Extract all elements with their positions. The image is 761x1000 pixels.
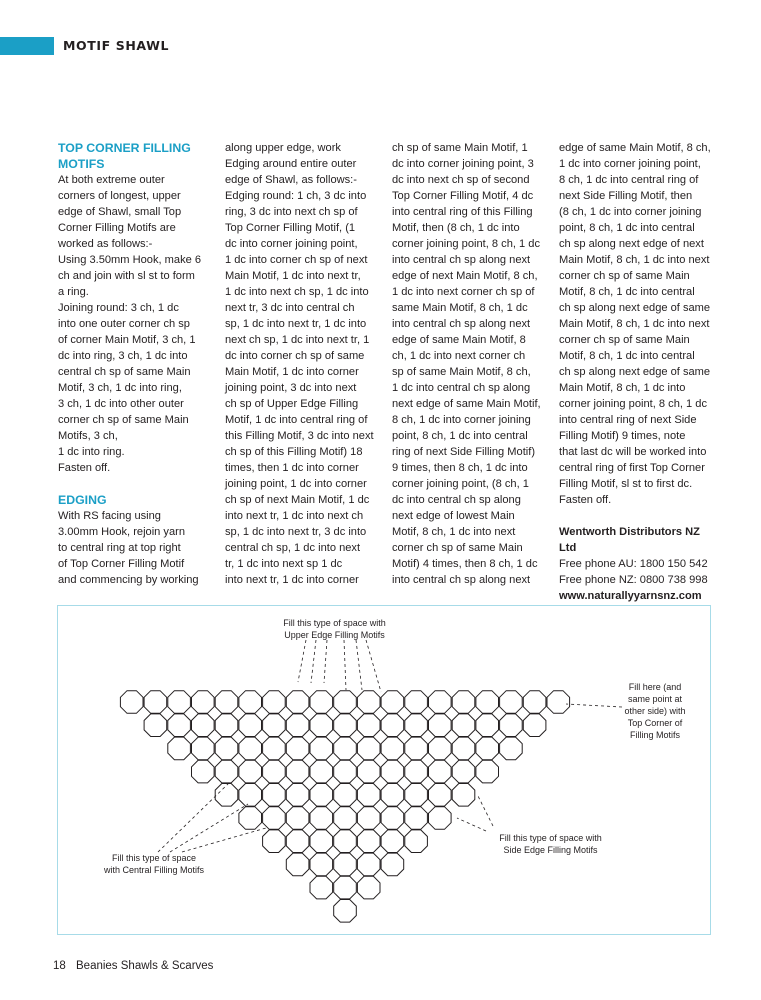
motif-octagon: [405, 737, 428, 760]
motif-octagon: [310, 807, 333, 830]
label-central-filling: Fill this type of space with Central Filling Motifs: [103, 853, 205, 875]
motif-octagon: [215, 784, 238, 807]
motif-octagon: [263, 807, 286, 830]
motif-octagon: [239, 807, 262, 830]
motif-octagon: [192, 737, 215, 760]
motif-octagon: [334, 784, 357, 807]
motif-octagon: [286, 737, 309, 760]
motif-octagon: [334, 876, 357, 899]
phone-nz: Free phone NZ: 0800 738 998: [559, 574, 708, 586]
motif-octagon: [286, 807, 309, 830]
motif-octagon: [523, 714, 546, 737]
motif-octagon: [310, 714, 333, 737]
motif-octagon: [334, 714, 357, 737]
motif-octagon: [144, 691, 167, 714]
motif-octagon: [500, 737, 523, 760]
motif-octagon: [263, 830, 286, 853]
pointer-line: [344, 640, 346, 690]
motif-octagon: [476, 737, 499, 760]
motif-octagon: [357, 737, 380, 760]
motif-octagon: [192, 714, 215, 737]
heading-edging: EDGING: [58, 493, 107, 507]
label-side-edge-filling: Fill this type of space with Side Edge Filling Motifs: [499, 833, 602, 855]
motif-octagon: [215, 691, 238, 714]
edging-instructions-continued-2: ch sp of same Main Motif, 1 dc into corner joining point, 3 dc into next ch sp of second Top Corner Filling Motif, 4 dc into central ring of this Filling Motif, then (8 ch, 1 dc into corner joining point, 8 ch, 1 dc into central ch sp along next edge of next Main Motif, 8 ch, 1 dc into next corner ch sp of same Main Motif, 8 ch, 1 dc into central ch sp along next edge of same Main Motif, 8 ch, 1 dc into next corner ch sp of same Main Motif, 8 ch, 1 dc into central ch sp along next edge of same Main Motif, 8 ch, 1 dc into corner joining point, 8 ch, 1 dc into central ring of next Side Filling Motif) 9 times, then 8 ch, 1 dc into corner joining point, (8 ch, 1 dc into central ch sp along next edge of lowest Main Motif, 8 ch, 1 dc into next corner ch sp of same Main Motif) 4 times, then 8 ch, 1 dc into central ch sp along next: [392, 142, 541, 586]
motif-octagon: [310, 853, 333, 876]
motif-octagon: [381, 714, 404, 737]
motif-octagon: [286, 691, 309, 714]
motif-octagon: [547, 691, 570, 714]
label-upper-edge-filling: Fill this type of space with Upper Edge Filling Motifs: [283, 618, 386, 640]
motif-octagon: [168, 691, 191, 714]
edging-instructions-start: With RS facing using 3.00mm Hook, rejoin yarn to central ring at top right of Top Corner Filling Motif and commencing by working: [58, 510, 199, 586]
distributor-name: Wentworth Distributors NZ Ltd: [559, 526, 700, 554]
motif-octagon: [429, 760, 452, 783]
motif-octagon: [357, 784, 380, 807]
motif-octagon: [452, 714, 475, 737]
pointer-line: [478, 796, 493, 826]
motif-octagon: [381, 830, 404, 853]
motif-octagon: [334, 900, 357, 923]
edging-instructions-continued: along upper edge, work Edging around entire outer edge of Shawl, as follows:- Edging round: 1 ch, 3 dc into ring, 3 dc into next ch sp of Top Corner Filling Motif, (1 dc into corner joining point, 1 dc into corner ch sp of next Main Motif, 1 dc into next tr, 1 dc into next ch sp, 1 dc into next tr, 3 dc into central ch sp, 1 dc into next tr, 1 dc into next ch sp, 1 dc into next tr, 1 dc into corner ch sp of same Main Motif, 1 dc into corner joining point, 3 dc into next ch sp of Upper Edge Filling Motif, 1 dc into central ring of this Filling Motif, 3 dc into next ch sp of this Filling Motif) 18 times, then 1 dc into corner joining point, 1 dc into corner ch sp of next Main Motif, 1 dc into next tr, 1 dc into next ch sp, 1 dc into next tr, 3 dc into central ch sp, 1 dc into next tr, 1 dc into next sp 1 dc into next tr, 1 dc into corner: [225, 142, 374, 586]
motif-octagon: [120, 691, 143, 714]
motif-octagon: [286, 784, 309, 807]
motif-octagon: [310, 737, 333, 760]
page-number: 18: [53, 960, 66, 972]
motif-octagon: [263, 784, 286, 807]
motif-octagon: [239, 737, 262, 760]
motif-octagon: [429, 784, 452, 807]
motif-octagon: [215, 737, 238, 760]
motif-octagon: [286, 760, 309, 783]
pointer-line: [170, 804, 248, 852]
motif-octagon: [310, 760, 333, 783]
motif-octagon: [192, 691, 215, 714]
motif-octagon: [310, 691, 333, 714]
top-corner-instructions: At both extreme outer corners of longest, upper edge of Shawl, small Top Corner Filling Motifs are worked as follows:- Using 3.50mm Hook, make 6 ch and join with sl st to form a ring. Joining round: 3 ch, 1 dc into one outer corner ch sp of corner Main Motif, 3 ch, 1 dc into ring, 3 ch, 1 dc into central ch sp of same Main Motif, 3 ch, 1 dc into ring, 3 ch, 1 dc into other outer corner ch sp of same Main Motifs, 3 ch, 1 dc into ring. Fasten off.: [58, 174, 202, 474]
motif-octagon: [405, 830, 428, 853]
motif-octagon: [452, 760, 475, 783]
motif-octagon: [144, 714, 167, 737]
edging-instructions-end: edge of same Main Motif, 8 ch, 1 dc into corner joining point, 8 ch, 1 dc into central ring of next Side Filling Motif, then (8 ch, 1 dc into corner joining point, 8 ch, 1 dc into central ch sp along next edge of next Main Motif, 8 ch, 1 dc into next corner ch sp of same Main Motif, 8 ch, 1 dc into central ch sp along next edge of same Main Motif, 8 ch, 1 dc into next corner ch sp of same Main Motif, 8 ch, 1 dc into central ch sp along next edge of same Main Motif, 8 ch, 1 dc into corner joining point, 8 ch, 1 dc into central ring of next Side Filling Motif) 9 times, note that last dc will be worked into central ring of first Top Corner Filling Motif, sl st to first dc. Fasten off.: [559, 142, 711, 506]
motif-octagon: [192, 760, 215, 783]
phone-au: Free phone AU: 1800 150 542: [559, 558, 708, 570]
motif-octagon: [357, 807, 380, 830]
motif-octagon: [334, 737, 357, 760]
pointer-line: [324, 640, 327, 683]
motif-octagon: [500, 691, 523, 714]
motif-octagon: [476, 691, 499, 714]
motif-octagon: [310, 876, 333, 899]
motif-octagon: [357, 691, 380, 714]
motif-octagon: [405, 784, 428, 807]
motif-octagon: [405, 760, 428, 783]
motif-octagon: [168, 737, 191, 760]
pointer-line: [182, 828, 266, 852]
motif-octagon: [357, 714, 380, 737]
pointer-line: [311, 640, 316, 683]
motif-octagon: [263, 760, 286, 783]
pointer-line: [457, 818, 486, 831]
motif-octagon: [215, 760, 238, 783]
motif-octagon: [405, 807, 428, 830]
publication-name: Beanies Shawls & Scarves: [76, 960, 214, 972]
page-section-title: MOTIF SHAWL: [63, 38, 170, 53]
motif-octagon: [429, 737, 452, 760]
motif-octagon: [357, 760, 380, 783]
motif-octagon: [523, 691, 546, 714]
motif-octagon: [263, 691, 286, 714]
motif-octagon: [381, 784, 404, 807]
website-link[interactable]: www.naturallyyarnsnz.com: [559, 590, 702, 602]
motif-octagon: [405, 691, 428, 714]
motif-octagon: [334, 760, 357, 783]
motif-octagon: [239, 691, 262, 714]
motif-octagon: [476, 714, 499, 737]
motif-octagon: [429, 691, 452, 714]
motif-octagon: [381, 737, 404, 760]
pointer-line: [356, 640, 362, 690]
motif-octagon: [429, 714, 452, 737]
motif-octagon: [500, 714, 523, 737]
motif-octagon: [381, 853, 404, 876]
motif-octagon: [476, 760, 499, 783]
motif-octagon: [357, 876, 380, 899]
motif-octagon: [452, 691, 475, 714]
pointer-line: [298, 640, 306, 682]
motif-octagon: [334, 853, 357, 876]
heading-top-corner-filling-motifs: TOP CORNER FILLING MOTIFS: [58, 141, 191, 171]
motif-octagon: [381, 691, 404, 714]
motif-octagon: [168, 714, 191, 737]
motif-octagon: [263, 737, 286, 760]
motif-octagon: [239, 714, 262, 737]
motif-octagon: [452, 737, 475, 760]
page-footer: [53, 960, 220, 972]
motif-octagon: [334, 830, 357, 853]
motif-octagon: [334, 807, 357, 830]
motif-octagon: [286, 853, 309, 876]
motif-octagon: [286, 830, 309, 853]
motif-octagon: [357, 853, 380, 876]
motif-octagon: [286, 714, 309, 737]
motif-octagon: [405, 714, 428, 737]
motif-octagon: [239, 760, 262, 783]
motif-octagon: [452, 784, 475, 807]
motif-octagon: [357, 830, 380, 853]
motif-octagon: [310, 784, 333, 807]
label-top-corner-filling: Fill here (and same point at other side) with Top Corner of Filling Motifs: [624, 682, 686, 740]
motif-octagon: [381, 760, 404, 783]
motif-octagon: [381, 807, 404, 830]
motif-octagon: [215, 714, 238, 737]
motif-octagon: [263, 714, 286, 737]
motif-octagon: [239, 784, 262, 807]
motif-octagon: [429, 807, 452, 830]
motif-octagon: [334, 691, 357, 714]
pointer-line: [366, 640, 381, 692]
motif-octagon: [310, 830, 333, 853]
